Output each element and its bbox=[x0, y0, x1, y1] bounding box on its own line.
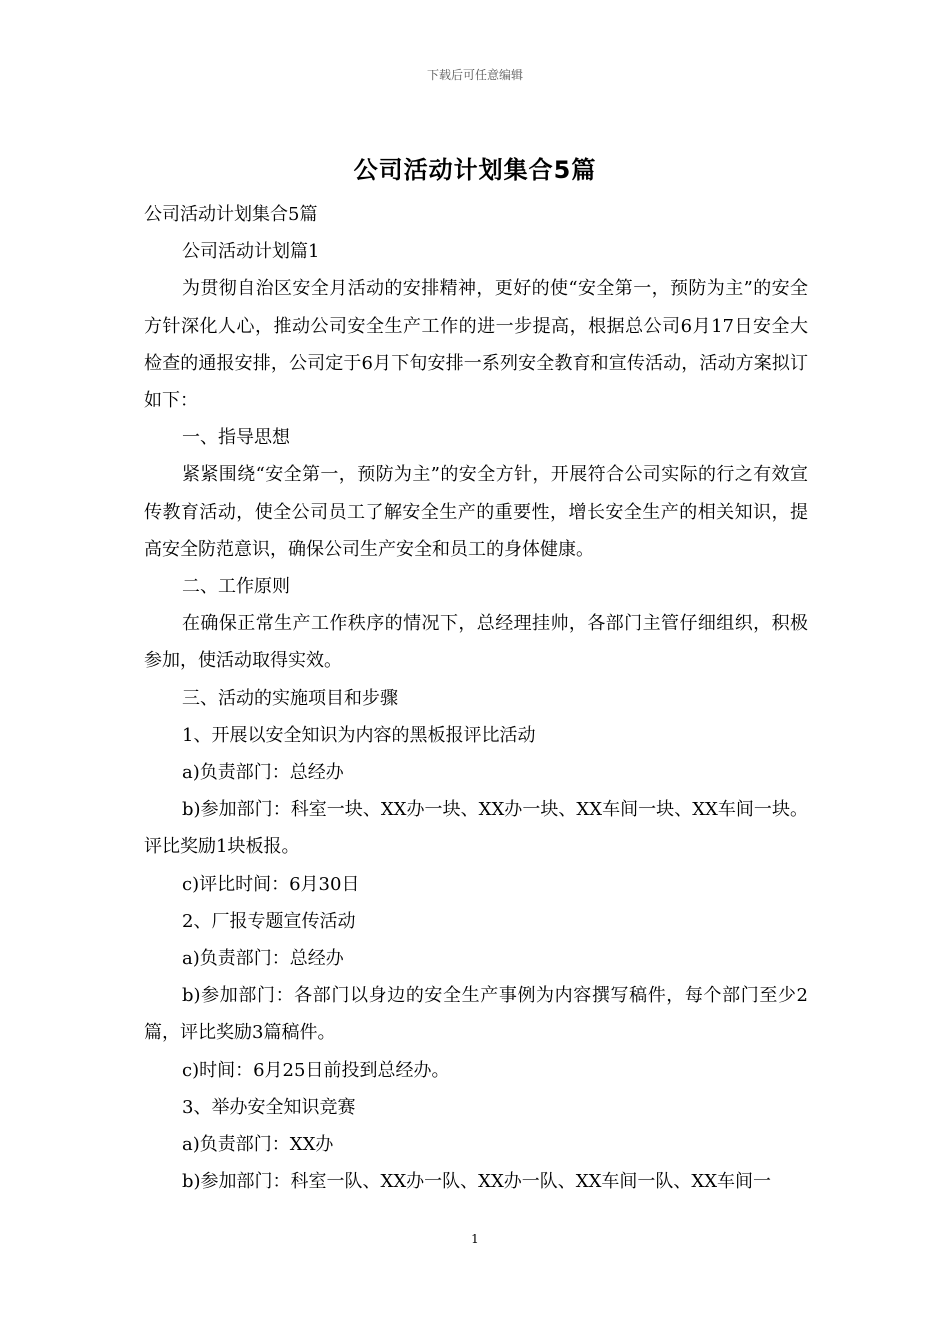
heading-work-principle: 二、工作原则 bbox=[182, 576, 290, 598]
item-factory-news-a: a)负责部门：总经办 bbox=[182, 948, 344, 970]
paragraph-subtitle: 公司活动计划集合5篇 bbox=[144, 204, 318, 225]
heading-activities: 三、活动的实施项目和步骤 bbox=[182, 687, 398, 709]
item-contest: 3、举办安全知识竞赛 bbox=[182, 1096, 356, 1118]
paragraph-guiding-thought: 紧紧围绕“安全第一，预防为主”的安全方针，开展符合公司实际的行之有效宣传教育活动，使全公司员工了解安全生产的重要性，增长安全生产的相关知识，提高安全防范意识，确保公司生产安全和员工的身体健康。 bbox=[144, 464, 808, 560]
paragraph-intro: 为贯彻自治区安全月活动的安排精神，更好的使“安全第一，预防为主”的安全方针深化人心，推动公司安全生产工作的进一步提高，根据总公司6月17日安全大检查的通报安排，公司定于6月下旬安排一系列安全教育和宣传活动，活动方案拟订如下： bbox=[144, 278, 808, 412]
item-blackboard-c: c)评比时间：6月30日 bbox=[182, 873, 360, 895]
page-number: 1 bbox=[471, 1232, 479, 1246]
item-factory-news: 2、厂报专题宣传活动 bbox=[182, 910, 356, 932]
paragraph-section-heading: 公司活动计划篇1 bbox=[182, 241, 320, 263]
heading-guiding-thought: 一、指导思想 bbox=[182, 427, 290, 449]
paragraph-work-principle: 在确保正常生产工作秩序的情况下，总经理挂帅，各部门主管仔细组织，积极参加，使活动取得实效。 bbox=[144, 613, 808, 672]
item-factory-news-c: c)时间：6月25日前投到总经办。 bbox=[182, 1059, 450, 1081]
item-contest-a: a)负责部门：XX办 bbox=[182, 1134, 334, 1156]
item-blackboard: 1、开展以安全知识为内容的黑板报评比活动 bbox=[182, 724, 536, 746]
document-title: 公司活动计划集合5篇 bbox=[353, 156, 597, 184]
header-note: 下载后可任意编辑 bbox=[426, 68, 523, 82]
document-body bbox=[144, 196, 808, 1200]
item-blackboard-b: b)参加部门：科室一块、XX办一块、XX办一块、XX车间一块、XX车间一块。评比奖励1块板报。 bbox=[144, 799, 808, 858]
item-factory-news-b: b)参加部门：各部门以身边的安全生产事例为内容撰写稿件，每个部门至少2篇，评比奖励3篇稿件。 bbox=[144, 985, 808, 1044]
item-blackboard-a: a)负责部门：总经办 bbox=[182, 762, 344, 784]
item-contest-b: b)参加部门：科室一队、XX办一队、XX办一队、XX车间一队、XX车间一 bbox=[182, 1171, 772, 1193]
